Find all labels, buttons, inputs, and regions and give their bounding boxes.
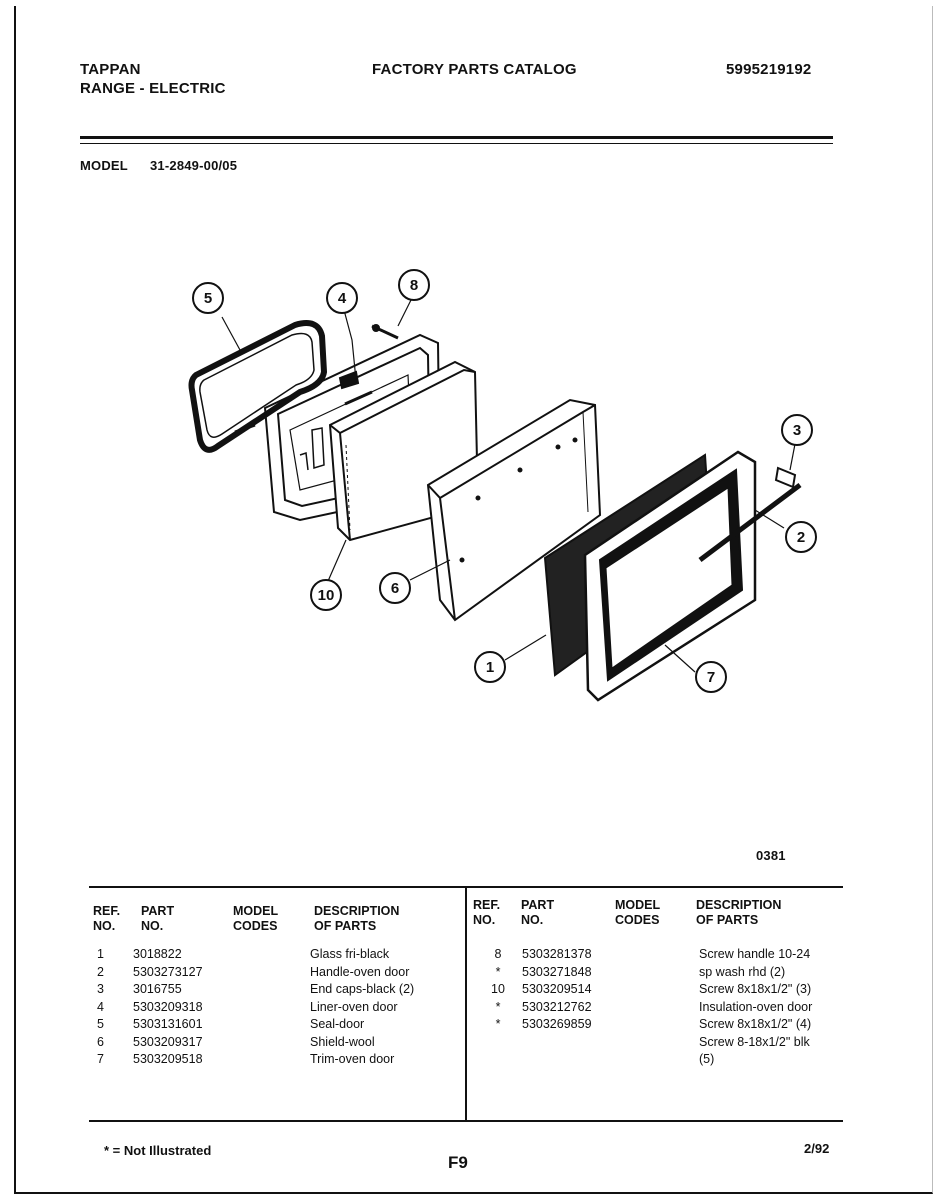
table-row: 6 (97, 1034, 104, 1049)
table-row: Screw 8-18x1/2" blk (699, 1034, 810, 1049)
door-seal-part (192, 323, 325, 450)
table-row: Seal-door (310, 1017, 365, 1031)
catalog-title: FACTORY PARTS CATALOG (372, 61, 577, 78)
table-row: 5303271848 (522, 964, 592, 979)
model-label: MODEL (80, 158, 128, 173)
handle-screw-part (372, 325, 398, 338)
table-row: Screw 8x18x1/2" (3) (699, 982, 812, 996)
right-description-column (699, 946, 812, 1069)
table-row: 5303273127 (133, 964, 203, 979)
figure-code: 0381 (756, 848, 786, 863)
table-row: End caps-black (2) (310, 982, 415, 996)
header-part-no-right: PART NO. (521, 898, 555, 927)
table-row: Screw handle 10-24 (699, 947, 811, 961)
table-row: 2 (97, 964, 104, 979)
revision-date: 2/92 (804, 1141, 830, 1156)
left-description-column (310, 946, 414, 1069)
table-row: 8 (494, 947, 502, 961)
table-row: 5303131601 (133, 1017, 203, 1031)
callout-4: 4 (337, 290, 347, 307)
table-row: 5303269859 (522, 1017, 592, 1031)
header-ref-no-left: REF. NO. (93, 904, 121, 933)
parts-table (89, 886, 843, 1122)
page-number: F9 (448, 1153, 468, 1172)
table-row: 7 (97, 1052, 104, 1066)
callout-7: 7 (706, 669, 716, 686)
header-model-codes-right: MODEL CODES (615, 898, 661, 927)
table-row: 10 (491, 982, 505, 996)
callout-5: 5 (203, 290, 213, 307)
header-ref-no-right: REF. NO. (473, 898, 501, 927)
catalog-number: 5995219192 (726, 61, 812, 78)
model-number: 31-2849-00/05 (150, 158, 238, 173)
table-row: Handle-oven door (310, 964, 410, 979)
callout-2: 2 (796, 529, 806, 546)
header-part-no-left: PART NO. (141, 904, 175, 933)
table-row: 1 (97, 947, 104, 961)
table-row: Liner-oven door (310, 999, 398, 1014)
callout-1: 1 (485, 659, 495, 676)
callout-8: 8 (409, 277, 419, 294)
right-ref-column (483, 946, 513, 1034)
table-row: 5303212762 (522, 999, 592, 1014)
table-row: Insulation-oven door (699, 999, 813, 1014)
table-row: sp wash rhd (2) (699, 964, 786, 979)
table-row: 5303209318 (133, 999, 203, 1014)
header-description-right: DESCRIPTION OF PARTS (696, 898, 782, 927)
left-ref-column (97, 946, 104, 1069)
left-part-column (133, 946, 203, 1069)
table-row: 5303281378 (522, 947, 592, 961)
table-row: Shield-wool (310, 1034, 375, 1049)
table-row: 3 (97, 982, 104, 996)
product-line: RANGE - ELECTRIC (80, 80, 226, 97)
table-row: 3018822 (133, 947, 182, 961)
table-row: * (495, 964, 501, 979)
brand-name: TAPPAN (80, 61, 141, 78)
table-row: 5303209514 (522, 982, 592, 996)
table-row: * (495, 999, 501, 1014)
header-description-left: DESCRIPTION OF PARTS (314, 904, 400, 933)
table-row: 5 (97, 1017, 104, 1031)
callout-6: 6 (390, 580, 400, 597)
table-row: 5303209518 (133, 1052, 203, 1066)
table-row: 3016755 (133, 982, 182, 996)
table-row: * (495, 1017, 501, 1031)
table-row: Trim-oven door (310, 1052, 395, 1066)
table-row: 4 (97, 999, 104, 1014)
table-row: Screw 8x18x1/2" (4) (699, 1017, 812, 1031)
callout-3: 3 (792, 422, 802, 439)
table-row: Glass fri-black (310, 947, 390, 961)
callout-10: 10 (317, 587, 335, 604)
header-model-codes-left: MODEL CODES (233, 904, 279, 933)
not-illustrated-note: * = Not Illustrated (104, 1143, 212, 1158)
table-row: (5) (699, 1052, 715, 1066)
table-row: 5303209317 (133, 1034, 203, 1049)
right-part-column (522, 946, 592, 1034)
